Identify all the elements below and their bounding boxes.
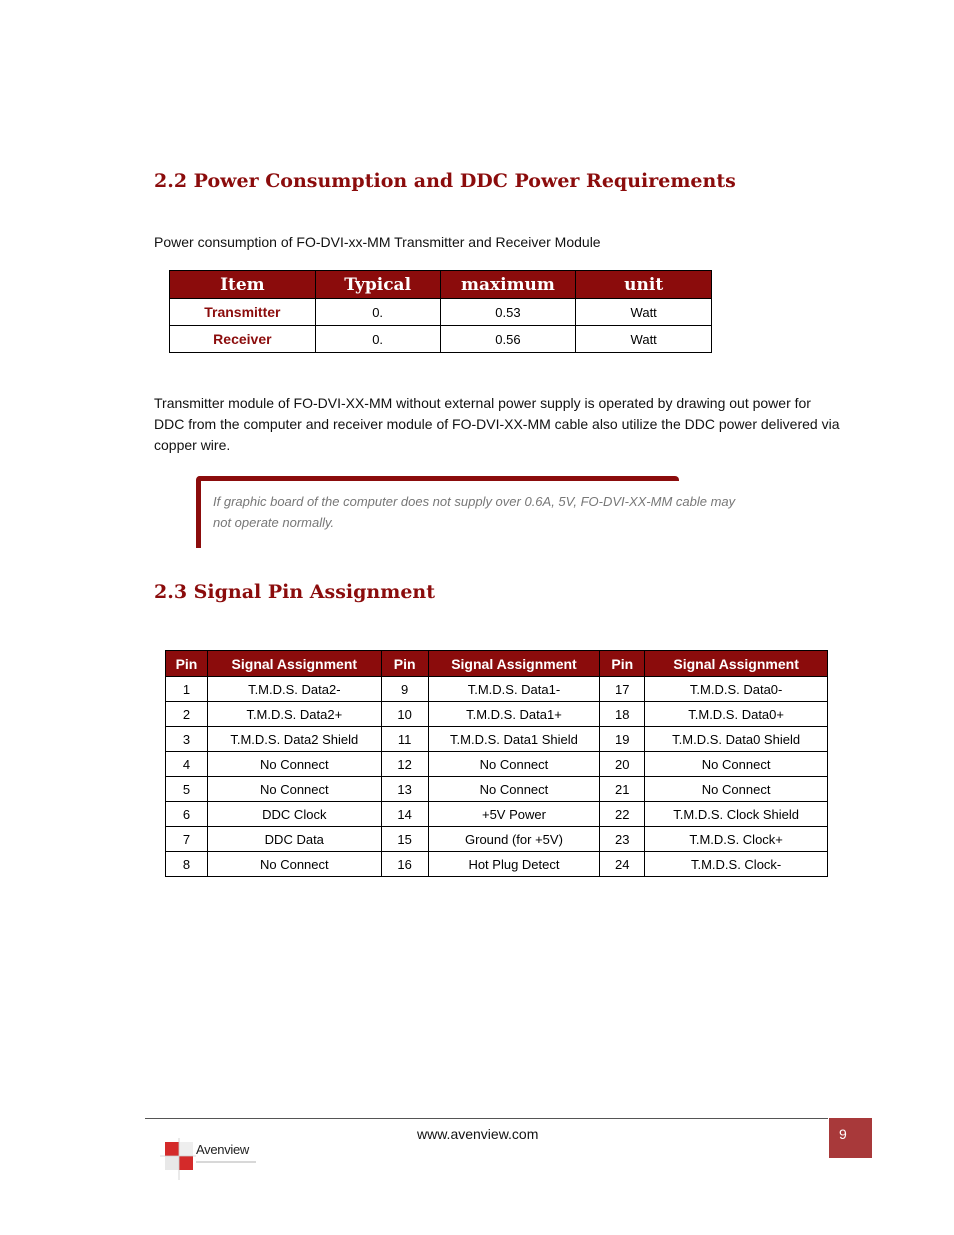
table-row <box>170 326 712 353</box>
item-cell: Receiver <box>170 326 316 353</box>
pin-number-cell: 5 <box>166 777 208 802</box>
footer-url: www.avenview.com <box>417 1126 539 1142</box>
note-line: If graphic board of the computer does not supply over 0.6A, 5V, FO-DVI-XX-MM cable may <box>213 494 736 509</box>
item-cell: Transmitter <box>170 299 316 326</box>
power-intro: Power consumption of FO-DVI-xx-MM Transmitter and Receiver Module <box>154 234 601 250</box>
pin-number-cell: 6 <box>166 802 208 827</box>
signal-assignment-cell: No Connect <box>645 752 828 777</box>
table-row <box>166 777 828 802</box>
note-text <box>213 491 803 533</box>
signal-assignment-cell: T.M.D.S. Data0+ <box>645 702 828 727</box>
unit-cell: Watt <box>576 326 712 353</box>
pin-number-cell: 21 <box>600 777 645 802</box>
header-signal-assignment: Signal Assignment <box>645 651 828 677</box>
signal-assignment-cell: T.M.D.S. Clock Shield <box>645 802 828 827</box>
power-table-header <box>170 271 712 299</box>
signal-assignment-cell: No Connect <box>428 777 600 802</box>
header-pin: Pin <box>600 651 645 677</box>
pin-number-cell: 8 <box>166 852 208 877</box>
section-heading-pins: 2.3 Signal Pin Assignment <box>154 581 436 603</box>
header-item: Item <box>170 271 316 299</box>
typical-cell: 0. <box>315 326 440 353</box>
pin-number-cell: 4 <box>166 752 208 777</box>
header-pin: Pin <box>381 651 428 677</box>
header-signal-assignment: Signal Assignment <box>207 651 381 677</box>
signal-assignment-cell: Ground (for +5V) <box>428 827 600 852</box>
pin-number-cell: 2 <box>166 702 208 727</box>
section-heading-power: 2.2 Power Consumption and DDC Power Requirements <box>154 170 736 192</box>
table-row <box>166 827 828 852</box>
signal-assignment-cell: No Connect <box>645 777 828 802</box>
signal-assignment-cell: No Connect <box>428 752 600 777</box>
pin-number-cell: 16 <box>381 852 428 877</box>
pin-number-cell: 23 <box>600 827 645 852</box>
pin-number-cell: 10 <box>381 702 428 727</box>
pin-number-cell: 17 <box>600 677 645 702</box>
signal-assignment-cell: DDC Data <box>207 827 381 852</box>
signal-assignment-cell: T.M.D.S. Data1+ <box>428 702 600 727</box>
header-pin: Pin <box>166 651 208 677</box>
maximum-cell: 0.56 <box>440 326 576 353</box>
pin-number-cell: 19 <box>600 727 645 752</box>
power-paragraph <box>154 393 839 456</box>
note-box <box>196 476 736 548</box>
signal-assignment-cell: Hot Plug Detect <box>428 852 600 877</box>
maximum-cell: 0.53 <box>440 299 576 326</box>
paragraph-line: Transmitter module of FO-DVI-XX-MM without external power supply is operated by drawing out power for <box>154 395 811 411</box>
signal-assignment-cell: T.M.D.S. Data2+ <box>207 702 381 727</box>
footer-divider <box>145 1118 828 1119</box>
pin-number-cell: 24 <box>600 852 645 877</box>
signal-assignment-cell: T.M.D.S. Clock+ <box>645 827 828 852</box>
signal-assignment-cell: T.M.D.S. Data1 Shield <box>428 727 600 752</box>
header-typical: Typical <box>315 271 440 299</box>
signal-assignment-cell: T.M.D.S. Data2- <box>207 677 381 702</box>
paragraph-line: DDC from the computer and receiver module of FO-DVI-XX-MM cable also utilize the DDC power delivered via <box>154 416 840 432</box>
unit-cell: Watt <box>576 299 712 326</box>
table-row <box>166 677 828 702</box>
pin-number-cell: 13 <box>381 777 428 802</box>
signal-assignment-cell: No Connect <box>207 852 381 877</box>
page-number-badge: 9 <box>829 1118 872 1158</box>
pin-number-cell: 7 <box>166 827 208 852</box>
signal-assignment-cell: No Connect <box>207 752 381 777</box>
signal-assignment-cell: T.M.D.S. Data1- <box>428 677 600 702</box>
header-maximum: maximum <box>440 271 576 299</box>
signal-assignment-cell: T.M.D.S. Data2 Shield <box>207 727 381 752</box>
header-signal-assignment: Signal Assignment <box>428 651 600 677</box>
signal-assignment-cell: DDC Clock <box>207 802 381 827</box>
pin-number-cell: 20 <box>600 752 645 777</box>
signal-assignment-cell: T.M.D.S. Data0 Shield <box>645 727 828 752</box>
pin-number-cell: 15 <box>381 827 428 852</box>
table-row <box>166 752 828 777</box>
table-row <box>166 702 828 727</box>
pin-number-cell: 18 <box>600 702 645 727</box>
note-line: not operate normally. <box>213 515 335 530</box>
pin-number-cell: 3 <box>166 727 208 752</box>
signal-assignment-cell: T.M.D.S. Clock- <box>645 852 828 877</box>
logo-text: Avenview <box>196 1142 250 1157</box>
pin-number-cell: 11 <box>381 727 428 752</box>
pin-number-cell: 22 <box>600 802 645 827</box>
table-row <box>166 802 828 827</box>
signal-assignment-cell: +5V Power <box>428 802 600 827</box>
table-row <box>170 299 712 326</box>
table-row <box>166 727 828 752</box>
pin-table-header <box>166 651 828 677</box>
typical-cell: 0. <box>315 299 440 326</box>
signal-pin-table <box>165 650 828 877</box>
table-row <box>166 852 828 877</box>
pin-number-cell: 9 <box>381 677 428 702</box>
header-unit: unit <box>576 271 712 299</box>
signal-assignment-cell: No Connect <box>207 777 381 802</box>
pin-number-cell: 12 <box>381 752 428 777</box>
pin-number-cell: 1 <box>166 677 208 702</box>
power-consumption-table <box>169 270 712 353</box>
paragraph-line: copper wire. <box>154 437 231 453</box>
pin-number-cell: 14 <box>381 802 428 827</box>
signal-assignment-cell: T.M.D.S. Data0- <box>645 677 828 702</box>
